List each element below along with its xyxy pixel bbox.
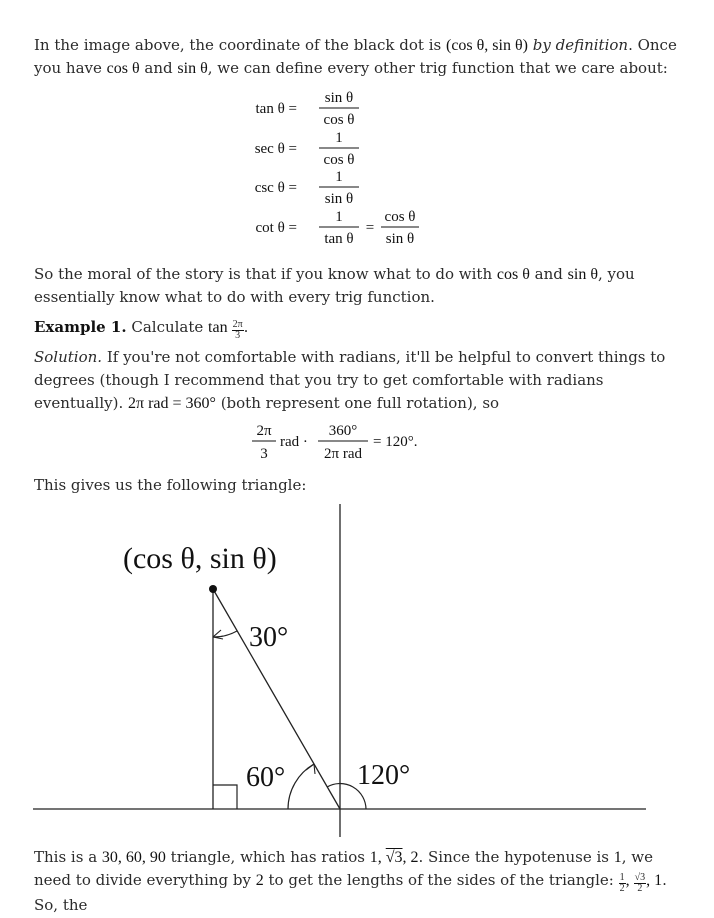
angle-arc-60 bbox=[288, 764, 314, 809]
text: In the image above, the coordinate of the black dot is bbox=[34, 36, 446, 54]
example-paragraph bbox=[34, 316, 684, 341]
csc-denominator: sin θ bbox=[324, 191, 354, 207]
conversion-equation bbox=[0, 418, 714, 468]
text: Calculate bbox=[126, 318, 209, 336]
math-ratio: , 2 bbox=[402, 849, 419, 866]
fraction-sqrt3-over-2 bbox=[634, 873, 647, 894]
arrow-head-icon bbox=[213, 630, 223, 639]
tan-denominator: cos θ bbox=[323, 112, 355, 128]
math-comma: , bbox=[625, 872, 634, 889]
fraction-denominator: 2 bbox=[619, 882, 625, 894]
conv-result: = 120°. bbox=[373, 434, 418, 450]
text: , we can define every other trig function that we care about: bbox=[207, 59, 668, 77]
conv-numerator-2: 360° bbox=[328, 423, 358, 439]
moral-paragraph bbox=[34, 263, 684, 309]
tan-numerator: sin θ bbox=[324, 90, 354, 106]
math-rotation: 2π rad = 360° bbox=[127, 395, 216, 412]
csc-numerator: 1 bbox=[335, 169, 343, 185]
conv-denominator-2: 2π rad bbox=[324, 446, 362, 462]
triangle-figure bbox=[0, 500, 714, 840]
sec-lhs: sec θ = bbox=[254, 141, 297, 157]
math-two: 2 bbox=[255, 872, 264, 889]
text: . Once you have bbox=[34, 36, 677, 77]
math-cos: cos θ bbox=[496, 266, 530, 283]
text: . So, the bbox=[34, 871, 667, 914]
rad-dot: rad · bbox=[280, 434, 308, 450]
math-one: 1 bbox=[613, 849, 622, 866]
text: . Since the hypotenuse is bbox=[418, 848, 614, 866]
text: triangle, which has ratios bbox=[165, 848, 370, 866]
math-ratio: 1, bbox=[369, 849, 386, 866]
sec-denominator: cos θ bbox=[323, 152, 355, 168]
math-tan: tan bbox=[208, 319, 232, 336]
ratios-paragraph bbox=[34, 846, 684, 917]
text: to get the lengths of the sides of the triangle: bbox=[263, 871, 619, 889]
tan-lhs: tan θ = bbox=[255, 101, 297, 117]
coordinate-label: (cos θ, sin θ) bbox=[123, 542, 277, 575]
text: and bbox=[139, 59, 178, 77]
fraction-half bbox=[619, 873, 626, 894]
conv-denominator-1: 3 bbox=[260, 446, 268, 462]
cot-numerator-1: 1 bbox=[335, 209, 343, 225]
fraction-2pi-over-3 bbox=[232, 320, 244, 341]
text: This is a bbox=[34, 848, 102, 866]
fraction-denominator: 2 bbox=[637, 882, 643, 894]
example-label: Example 1. bbox=[34, 318, 127, 336]
cot-lhs: cot θ = bbox=[255, 220, 297, 236]
angle-label-120: 120° bbox=[357, 760, 411, 791]
text: (both represent one full rotation), so bbox=[215, 394, 500, 412]
intro-paragraph bbox=[34, 34, 684, 80]
text: and bbox=[529, 265, 568, 283]
cot-denominator-2: sin θ bbox=[385, 231, 415, 247]
fraction-numerator: √3 bbox=[634, 871, 646, 883]
fraction-numerator: 1 bbox=[619, 871, 625, 883]
text: , we need to divide everything by bbox=[34, 848, 654, 889]
math-one: , 1 bbox=[646, 872, 663, 889]
right-angle-marker bbox=[213, 785, 237, 809]
text: , you essentially know what to do with every trig function. bbox=[34, 265, 635, 306]
math-sqrt3: √3 bbox=[385, 849, 403, 866]
solution-paragraph bbox=[34, 346, 684, 415]
math-coordinate: (cos θ, sin θ) bbox=[445, 37, 528, 54]
math-angles: 30, 60, 90 bbox=[101, 849, 166, 866]
angle-label-30: 30° bbox=[249, 622, 289, 653]
math-sin: sin θ bbox=[177, 60, 208, 77]
triangle-intro-text: This gives us the following triangle: bbox=[34, 476, 307, 494]
math-cos: cos θ bbox=[106, 60, 140, 77]
cot-numerator-2: cos θ bbox=[384, 209, 416, 225]
cot-denominator-1: tan θ bbox=[324, 231, 354, 247]
conv-numerator-1: 2π bbox=[256, 423, 272, 439]
angle-label-60: 60° bbox=[246, 762, 286, 793]
sec-numerator: 1 bbox=[335, 130, 343, 146]
fraction-denominator: 3 bbox=[235, 329, 241, 341]
text: So the moral of the story is that if you know what to do with bbox=[34, 265, 497, 283]
text: . bbox=[243, 318, 249, 336]
trig-definitions-equations bbox=[0, 84, 714, 254]
equals-sign: = bbox=[365, 220, 375, 236]
text: If you're not comfortable with radians, it'll be helpful to convert things to degrees (though I recommend that you try to get comfortable with radians eventually). bbox=[34, 348, 666, 412]
csc-lhs: csc θ = bbox=[254, 180, 297, 196]
fraction-numerator: 2π bbox=[232, 318, 243, 330]
math-sin: sin θ bbox=[567, 266, 598, 283]
solution-label: Solution. bbox=[34, 348, 103, 366]
emphasis-text: by definition bbox=[532, 36, 629, 54]
point-dot bbox=[209, 585, 217, 593]
